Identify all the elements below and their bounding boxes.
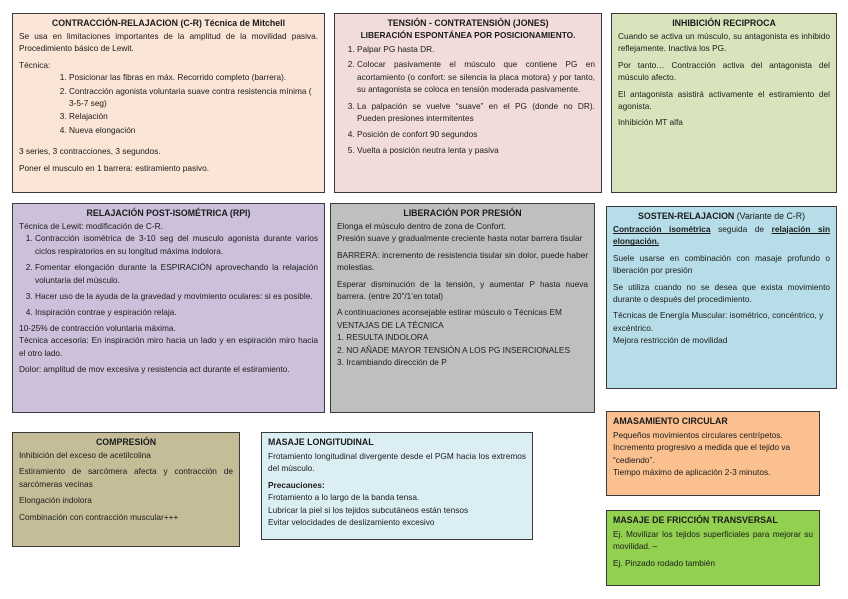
rpi-title: RELAJACIÓN POST-ISOMÉTRICA (RPI) bbox=[86, 208, 251, 218]
liberacion-p4: Esperar disminución de la tensión, y aumentar P hasta nueva barrera. (entre 20”/1’en total) bbox=[337, 278, 588, 302]
rpi-percentage: 10-25% de contracción voluntaria máxima. bbox=[19, 322, 176, 333]
mitchell-box bbox=[12, 13, 325, 193]
amasamiento-title: AMASAMIENTO CIRCULAR bbox=[613, 416, 728, 426]
list-item: 2. Contracción agonista voluntaria suave contra resistencia mínima ( 3-5-7 seg) bbox=[69, 85, 318, 110]
inhibicion-p2: Por tanto… Contracción activa del antagonista del músculo afecto. bbox=[618, 59, 830, 83]
list-item: 2. Colocar pasivamente el músculo que contiene PG en acortamiento (o confort: se silencia la placa motora) y por tanto, su antagonista se coloca en tensión moderada pasivamente. bbox=[357, 58, 595, 95]
sosten-line1-a: Contracción isométrica bbox=[613, 224, 711, 234]
mitchell-final: Poner el musculo en 1 barrera: estiramiento pasivo. bbox=[19, 162, 210, 173]
mitchell-intro: Se usa en limitaciones importantes de la amplitud de la movilidad pasiva. Procedimiento básico de Lewit. bbox=[19, 31, 318, 54]
sosten-p4: Técnicas de Energía Muscular: isométrico, concéntrico, y excéntrico. bbox=[613, 310, 824, 333]
list-item: 4. Nueva elongación bbox=[69, 124, 318, 136]
rpi-box bbox=[12, 203, 325, 413]
list-item: Evitar velocidades de deslizamiento excesivo bbox=[268, 517, 435, 528]
sosten-box bbox=[606, 206, 837, 389]
jones-title: TENSIÓN - CONTRATENSIÓN (JONES) bbox=[387, 18, 549, 28]
rpi-accesoria: Técnica accesoria: En inspiración miro hacia un lado y en espiración miro hacia el otro lado. bbox=[19, 335, 318, 358]
masaje-p1: Frotamiento longitudinal divergente desde el PGM hacia los extremos del músculo. bbox=[268, 451, 526, 474]
inhibicion-box bbox=[611, 13, 837, 193]
rpi-dolor: Dolor: amplitud de mov excesiva y resistencia act durante el estiramiento. bbox=[19, 364, 290, 375]
list-item: Frotamiento a lo largo de la banda tensa. bbox=[268, 492, 420, 503]
sosten-line1-c: relajación sin elongación. bbox=[613, 224, 831, 247]
amasamiento-p2: Incremento progresivo a medida que el tejido va “cediendo”. bbox=[613, 442, 791, 465]
list-item: 3. Relajación bbox=[69, 110, 318, 122]
list-item: 2. NO AÑADE MAYOR TENSIÓN A LOS PG INSERCIONALES bbox=[337, 344, 570, 355]
liberacion-title: LIBERACIÓN POR PRESIÓN bbox=[403, 208, 522, 218]
sosten-title bbox=[613, 210, 830, 222]
rpi-intro: Técnica de Lewit: modificación de C-R. bbox=[19, 221, 163, 231]
friccion-p2: Ej. Pinzado rodado también bbox=[613, 557, 715, 568]
compresion-box bbox=[12, 432, 240, 547]
sosten-line1 bbox=[613, 223, 830, 248]
compresion-p2: Estiramiento de sarcómera afecta y contracción de sarcómeras vecinas bbox=[19, 466, 233, 489]
liberacion-p5: A continuaciones aconsejable estirar músculo o Técnicas EM bbox=[337, 307, 562, 318]
jones-box bbox=[334, 13, 602, 193]
ventajas-title: VENTAJAS DE LA TÉCNICA bbox=[337, 319, 444, 330]
sosten-p3: Se utiliza cuando no se desea que exista movimiento durante o después del procedimiento. bbox=[613, 281, 830, 305]
sosten-title-variant: (Variante de C-R) bbox=[734, 211, 806, 221]
list-item: 1. Contracción isométrica de 3-10 seg del musculo agonista durante varios ciclos respiratorios en su longitud máxima indolora. bbox=[35, 232, 318, 257]
liberacion-p3: BARRERA: incremento de resistencia tisular sin dolor, puede haber molestias. bbox=[337, 249, 588, 273]
list-item: 5. Vuelta a posición neutra lenta y pasiva bbox=[357, 144, 595, 156]
list-item: 3. Ircambiando dirección de P bbox=[337, 357, 447, 368]
inhibicion-p1: Cuando se activa un músculo, su antagonista es inhibido reflejamente. Inactiva los PG. bbox=[618, 31, 830, 54]
friccion-p1: Ej. Movilizar los tejidos superficiales para mejorar su movilidad. – bbox=[613, 529, 813, 552]
inhibicion-title: INHIBICIÓN RECIPROCA bbox=[672, 18, 776, 28]
list-item: 2. Fomentar elongación durante la ESPIRACIÓN aprovechando la relajación voluntaria del músculo. bbox=[35, 261, 318, 286]
masaje-title: MASAJE LONGITUDINAL bbox=[268, 437, 374, 447]
masaje-box bbox=[261, 432, 533, 540]
list-item: Lubricar la piel si los tejidos subcutáneos están tensos bbox=[268, 504, 469, 515]
compresion-p4: Combinación con contracción muscular+++ bbox=[19, 511, 179, 522]
inhibicion-p4: Inhibición MT alfa bbox=[618, 117, 683, 128]
sosten-p5: Mejora restricción de movilidad bbox=[613, 335, 728, 346]
list-item: 1. RESULTA INDOLORA bbox=[337, 332, 429, 343]
sosten-line1-b: seguida de bbox=[710, 224, 772, 234]
compresion-p3: Elongación indolora bbox=[19, 495, 92, 506]
compresion-p1: Inhibición del exceso de acetilcolina bbox=[19, 450, 151, 460]
list-item: 3. Hacer uso de la ayuda de la gravedad y movimiento oculares: si es posible. bbox=[35, 290, 318, 302]
list-item: 1. Posicionar las fibras en máx. Recorrido completo (barrera). bbox=[69, 71, 318, 83]
mitchell-title: CONTRACCIÓN-RELAJACION (C-R) Técnica de Mitchell bbox=[51, 18, 286, 28]
sosten-title-main: SOSTEN-RELAJACION bbox=[637, 211, 735, 221]
mitchell-series: 3 series, 3 contracciones, 3 segundos. bbox=[19, 146, 161, 157]
compresion-title: COMPRESIÓN bbox=[95, 437, 157, 447]
inhibicion-p3: El antagonista asistirá activamente el estiramiento del agonista. bbox=[618, 88, 830, 112]
friccion-title: MASAJE DE FRICCIÓN TRANSVERSAL bbox=[613, 515, 778, 525]
list-item: 3. La palpación se vuelve “suave” en el PG (donde no DR). Pueden presiones intermitentes bbox=[357, 100, 595, 125]
friccion-box bbox=[606, 510, 820, 586]
list-item: 1. Palpar PG hasta DR. bbox=[357, 43, 595, 55]
liberacion-p1: Elonga el músculo dentro de zona de Confort. bbox=[337, 221, 506, 231]
mitchell-tecnica-label: Técnica: bbox=[19, 59, 51, 70]
liberacion-p2: Presión suave y gradualmente creciente hasta notar barrera tisular bbox=[337, 233, 583, 244]
list-item: 4. Posición de confort 90 segundos bbox=[357, 128, 595, 140]
jones-subtitle: LIBERACIÓN ESPONTÁNEA POR POSICIONAMIENTO. bbox=[360, 30, 576, 40]
sosten-p2: Suele usarse en combinación con masaje profundo o liberación por presión bbox=[613, 252, 830, 276]
list-item: 4. Inspiración contrae y espiración relaja. bbox=[35, 306, 318, 318]
mitchell-steps bbox=[19, 71, 318, 136]
amasamiento-p1: Pequeños movimientos circulares centrípetos. bbox=[613, 430, 783, 440]
amasamiento-p3: Tiempo máximo de aplicación 2-3 minutos. bbox=[613, 467, 771, 478]
amasamiento-box bbox=[606, 411, 820, 496]
masaje-precauciones-title: Precauciones: bbox=[268, 479, 325, 490]
liberacion-box bbox=[330, 203, 595, 413]
